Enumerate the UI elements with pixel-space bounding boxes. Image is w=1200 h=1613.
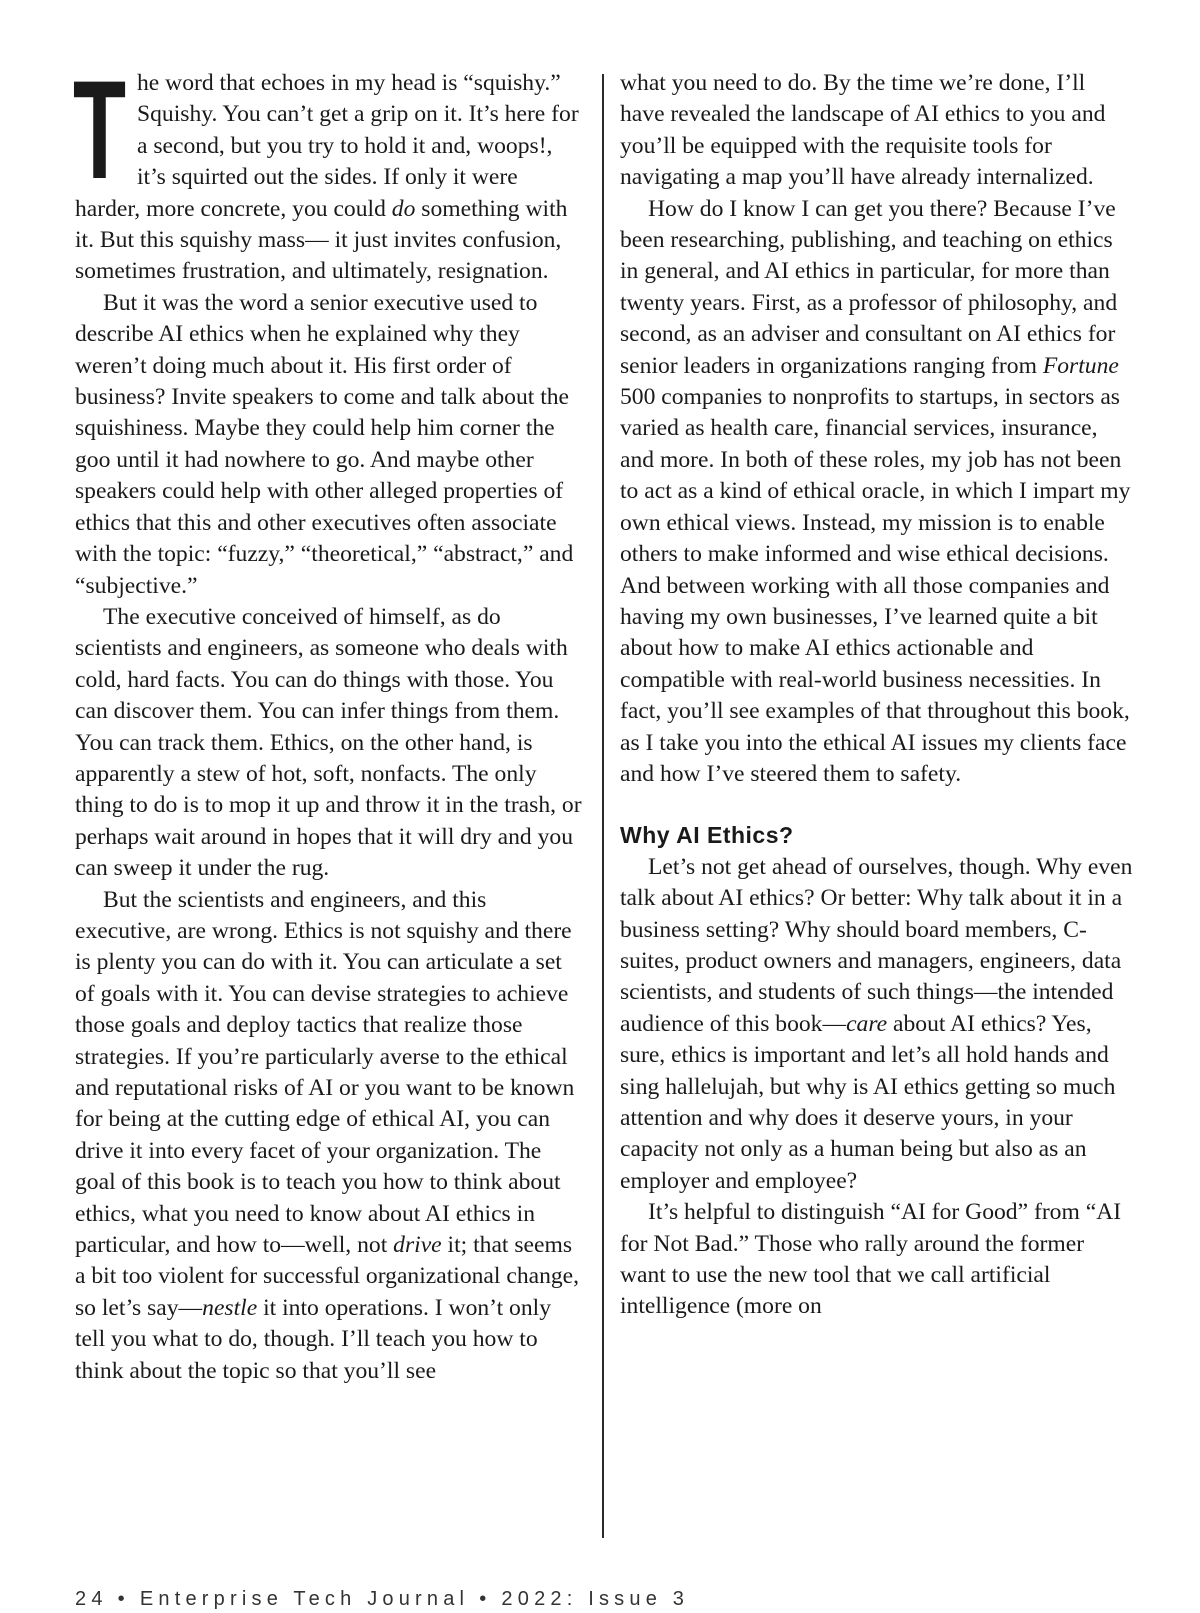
paragraph-7: Let’s not get ahead of ourselves, though. Why even talk about AI ethics? Or better: Why talk about it in a business setting? Why should board members, C-suites, product owners and managers, engineers, data scientists, and students of such things—the intended audience of this book—care about AI ethics? Yes, sure, ethics is important and let’s all hold hands and sing hallelujah, but why is AI ethics getting so much attention and why does it deserve yours, in your capacity not only as a human being but also as an employer and employee? — [620, 853, 1133, 1194]
paragraph-2: But it was the word a senior executive used to describe AI ethics when he explained why they weren’t doing much about it. His first order of business? Invite speakers to come and talk about the squishiness. Maybe they could help him corner the goo until it had nowhere to go. And maybe other speakers could help with other alleged properties of ethics that this and other executives often associate with the topic: “fuzzy,” “theoretical,” “abstract,” and “subjective.” — [75, 289, 574, 599]
page-footer — [75, 1588, 689, 1611]
column-divider — [602, 74, 604, 1538]
paragraph-5: what you need to do. By the time we’re done, I’ll have revealed the landscape of AI ethics to you and you’ll be equipped with the requisite tools for navigating a map you’ll have already internalized. — [620, 70, 1106, 191]
paragraph-1: The word that echoes in my head is “squishy.” Squishy. You can’t get a grip on it. It’s here for a second, but you try to hold it and, woops!, it’s squirted out the sides. If only it were harder, more concrete, you could do something with it. But this squishy mass— it just invites confusion, sometimes frustration, and ultimately, resignation. — [73, 51, 579, 285]
issue-label: 2022: Issue 3 — [501, 1588, 690, 1610]
bullet-separator: • — [117, 1588, 130, 1610]
drop-cap: T — [73, 51, 127, 208]
paragraph-3: The executive conceived of himself, as do scientists and engineers, as someone who deals with cold, hard facts. You can do things with those. You can discover them. You can infer things from them. You can track them. Ethics, on the other hand, is apparently a stew of hot, soft, nonfacts. The only thing to do is to mop it up and throw it in the trash, or perhaps wait around in hopes that it will dry and you can sweep it under the rug. — [75, 603, 582, 882]
publication-name: Enterprise Tech Journal — [139, 1588, 470, 1610]
page-number: 24 — [75, 1588, 108, 1610]
paragraph-6: How do I know I can get you there? Because I’ve been researching, publishing, and teaching on ethics in general, and AI ethics in particular, for more than twenty years. First, as a professor of philosophy, and second, as an adviser and consultant on AI ethics for senior leaders in organizations ranging from Fortune 500 companies to nonprofits to startups, in sectors as varied as health care, financial services, insurance, and more. In both of these roles, my job has not been to act as a kind of ethical oracle, in which I impart my own ethical views. Instead, my mission is to enable others to make informed and wise ethical decisions. And between working with all those companies and having my own businesses, I’ve learned quite a bit about how to make AI ethics actionable and compatible with real-world business necessities. In fact, you’ll see examples of that throughout this book, as I take you into the ethical AI issues my clients face and how I’ve steered them to safety. — [620, 195, 1131, 787]
left-column — [73, 51, 587, 1387]
bullet-separator: • — [479, 1588, 492, 1610]
paragraph-8: It’s helpful to distinguish “AI for Good” from “AI for Not Bad.” Those who rally around the former want to use the new tool that we call artificial intelligence (more on — [620, 1199, 1122, 1320]
paragraph-4: But the scientists and engineers, and this executive, are wrong. Ethics is not squishy and there is plenty you can do with it. You can articulate a set of goals with it. You can devise strategies to achieve those goals and deploy tactics that realize those strategies. If you’re particularly averse to the ethical and reputational risks of AI or you want to be known for being at the cutting edge of ethical AI, you can drive it into every facet of your organization. The goal of this book is to teach you how to think about ethics, what you need to know about AI ethics in particular, and how to—well, not drive it; that seems a bit too violent for successful organizational change, so let’s say—nestle it into operations. I won’t only tell you what to do, though. I’ll teach you how to think about the topic so that you’ll see — [75, 886, 580, 1384]
right-column — [620, 68, 1135, 1323]
section-heading: Why AI Ethics? — [620, 822, 794, 849]
